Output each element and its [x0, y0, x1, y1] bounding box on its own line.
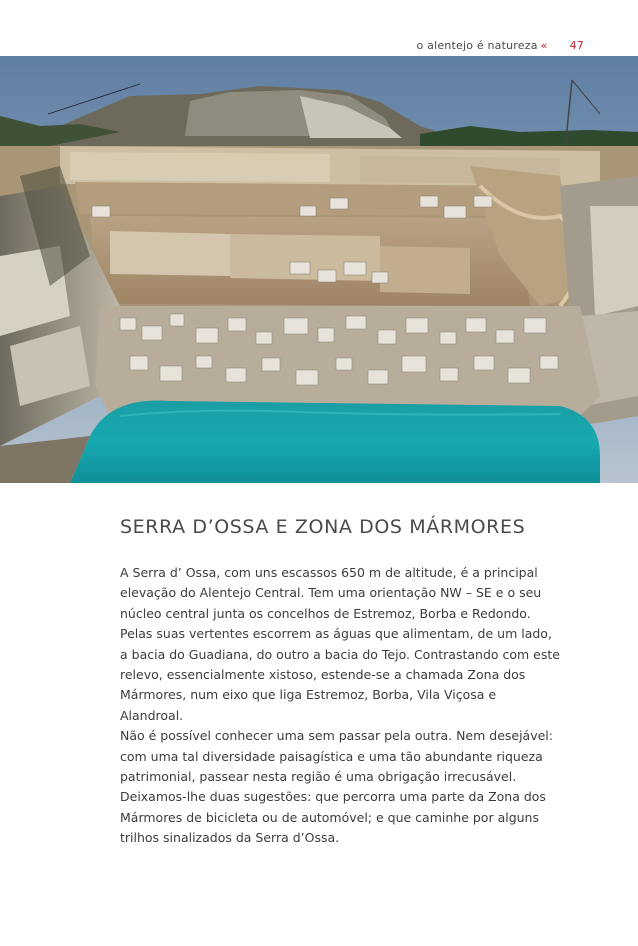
body-line: trilhos sinalizados da Serra d’Ossa. [120, 830, 340, 846]
body-line: Deixamos-lhe duas sugestões: que percorra uma parte da Zona dos [120, 789, 546, 805]
body-line: a bacia do Guadiana, do outro a bacia do Tejo. Contrastando com este [120, 646, 560, 662]
body-line: Mármores de bicicleta ou de automóvel; e que caminhe por alguns [120, 809, 539, 825]
article-body [120, 563, 580, 849]
body-line: com uma tal diversidade paisagística e uma tão abundante riqueza [120, 748, 543, 764]
quarry-photo [0, 56, 638, 483]
body-line: relevo, essencialmente xistoso, estende-se a chamada Zona dos [120, 667, 526, 683]
body-line: Mármores, num eixo que liga Estremoz, Borba, Vila Viçosa e [120, 687, 497, 703]
body-line: patrimonial, passear nesta região é uma obrigação irrecusável. [120, 769, 517, 785]
running-title-text: o alentejo é natureza [416, 39, 538, 52]
body-line: A Serra d’ Ossa, com uns escassos 650 m de altitude, é a principal [120, 565, 538, 580]
running-title [417, 39, 548, 52]
running-header [417, 39, 585, 52]
body-line: Pelas suas vertentes escorrem as águas que alimentam, de um lado, [120, 626, 552, 642]
body-line: Não é possível conhecer uma sem passar pela outra. Nem desejável: [120, 728, 553, 744]
body-line: elevação do Alentejo Central. Tem uma orientação NW – SE e o seu [120, 585, 542, 601]
body-line: Alandroal. [120, 707, 184, 723]
page-number: 47 [569, 39, 584, 52]
body-line: núcleo central junta os concelhos de Estremoz, Borba e Redondo. [120, 605, 531, 621]
section-title: SERRA D’OSSA E ZONA DOS MÁRMORES [120, 516, 526, 538]
running-title-marker: « [540, 39, 548, 52]
